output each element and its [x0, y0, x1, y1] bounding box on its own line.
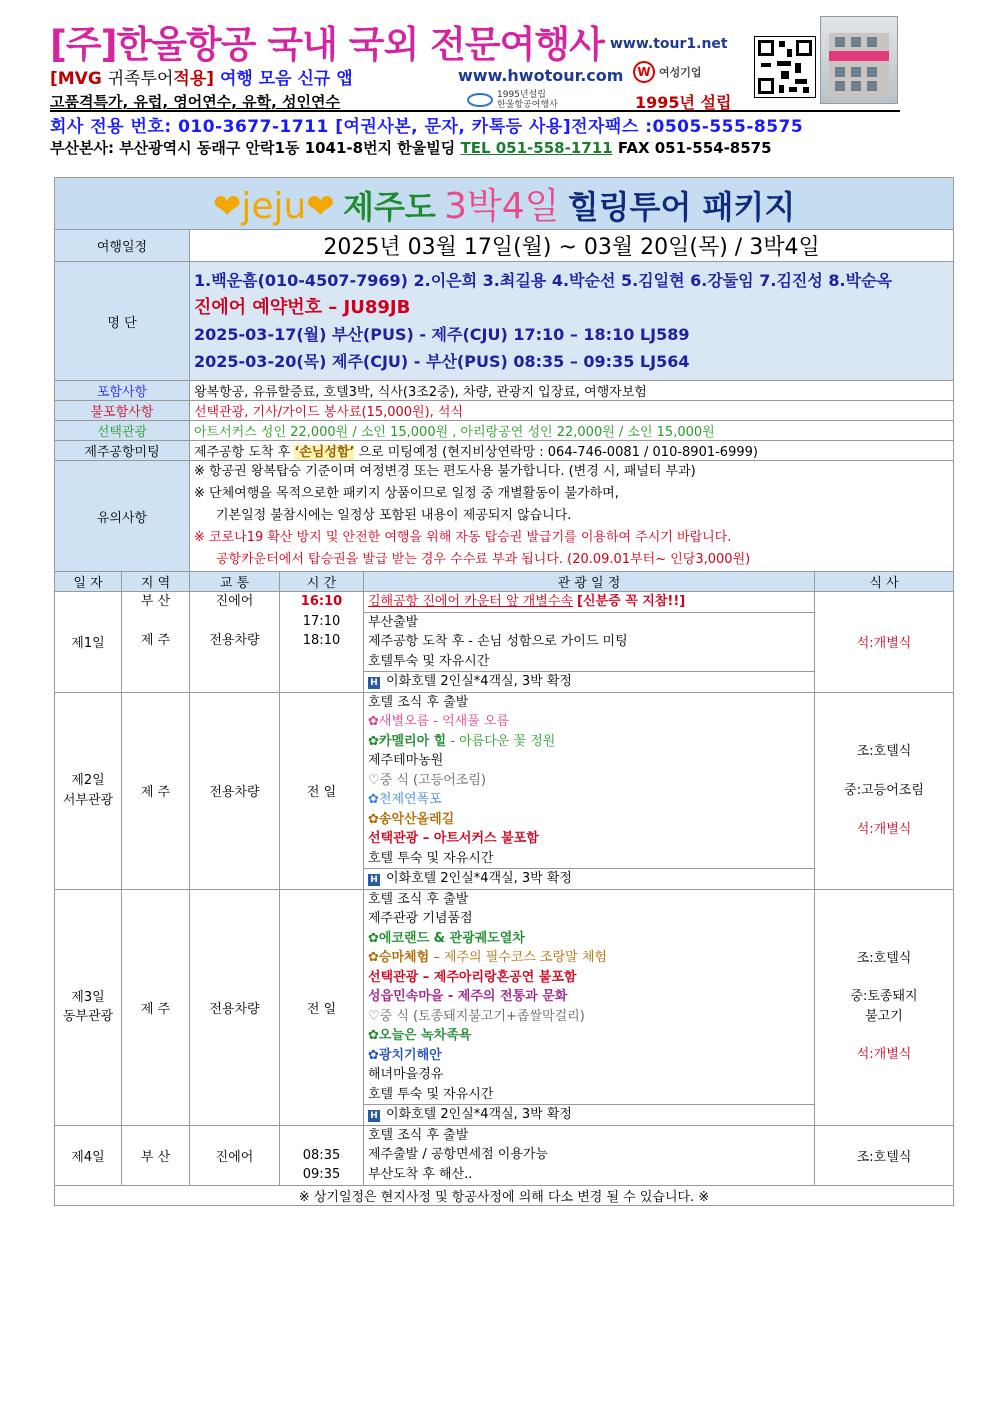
note-3: 기본일정 불참시에는 일정상 포함된 내용이 제공되지 않습니다. — [216, 508, 572, 523]
women-business-badge — [633, 60, 702, 84]
mvg-line — [50, 64, 353, 89]
day4-row — [55, 1125, 954, 1185]
company-logo — [467, 90, 558, 110]
day4-time-1: 08:35 — [302, 1147, 341, 1163]
day2-item-1: 호텔 조식 후 출발 — [368, 694, 469, 710]
day3-row — [55, 889, 954, 1125]
col-region: 지 역 — [122, 572, 190, 592]
mvg-mid: 귀족투어 — [107, 69, 174, 89]
day4-item-3: 부산도착 후 해산.. — [368, 1166, 473, 1182]
hotel-icon: H — [368, 1110, 380, 1122]
travel-dates: 2025년 03월 17일(월) ~ 03월 20일(목) / 3박4일 — [190, 230, 954, 262]
col-transport: 교 통 — [190, 572, 280, 592]
col-time: 시 간 — [280, 572, 364, 592]
day2-meal-3: 석:개별식 — [856, 822, 912, 837]
day1-item-3: 제주공항 도착 후 - 손님 성함으로 가이드 미팅 — [368, 634, 628, 649]
day3-hotel-text: 이화호텔 2인실*4객실, 3박 확정 — [386, 1107, 572, 1122]
day3-transport: 전용차량 — [190, 889, 280, 1125]
day3-item-4b: – 제주의 필수코스 조랑말 체험 — [429, 950, 607, 965]
col-meal: 식 사 — [815, 572, 954, 592]
hotel-icon: H — [368, 874, 380, 886]
website-link-tour1[interactable]: www.tour1.net — [610, 36, 728, 52]
day1-label: 제1일 — [55, 592, 122, 693]
day2-item-9: 호텔 투숙 및 자유시간 — [364, 849, 814, 870]
company-logo-icon — [467, 93, 493, 107]
col-day: 일 자 — [55, 572, 122, 592]
mvg-suffix: 적용] — [173, 69, 215, 89]
day1-hotel — [368, 672, 810, 692]
day4-item-2: 제주출발 / 공항면세점 이용가능 — [368, 1147, 549, 1162]
day1-item-2: 부산출발 — [368, 614, 419, 630]
day1-region-1: 부 산 — [140, 594, 171, 609]
day3-time: 전 일 — [280, 889, 364, 1125]
day2-hotel — [368, 869, 810, 889]
title-duration: 3박4일 — [444, 186, 560, 227]
note-2: ※ 단체여행을 목적으로한 패키지 상품이므로 일정 중 개별활동이 불가하며, — [194, 486, 619, 501]
day2-item-6: ✿천제연폭포 — [368, 792, 442, 807]
day2-day: 제2일 — [71, 773, 105, 788]
day1-item-1-text: 김해공항 진에어 카운터 앞 개별수속 — [368, 594, 573, 609]
day4-itinerary — [364, 1125, 815, 1185]
day2-transport: 전용차량 — [190, 692, 280, 889]
day2-item-8: 선택관광 – 아트서커스 불포함 — [368, 831, 539, 846]
day1-item-1-note: [신분증 꼭 지참!!] — [577, 594, 686, 609]
website-link-hwotour[interactable]: www.hwotour.com — [458, 66, 624, 85]
day4-meal: 조:호텔식 — [815, 1125, 954, 1185]
day1-time-2: 17:10 — [302, 613, 341, 629]
day2-item-3a: ✿카멜리아 힐 — [368, 733, 447, 749]
day4-time-2: 09:35 — [302, 1167, 341, 1182]
day2-item-7: ✿송악산올레길 — [368, 811, 455, 827]
booking-number: 진에어 예약번호 – JU89JB — [194, 297, 411, 318]
company-header — [50, 10, 910, 160]
address-text: 부산본사: 부산광역시 동래구 안락1동 1041-8번지 한울빌딩 — [50, 139, 456, 157]
logo-line1: 1995년설립 — [497, 90, 546, 100]
day1-itinerary — [364, 592, 815, 693]
note-4: ※ 코로나19 확산 방지 및 안전한 여행을 위해 자동 탑승권 발급기를 이용하여 주시기 바랍니다. — [194, 530, 732, 545]
day4-time — [280, 1125, 364, 1185]
day3-meal-2b: 불고기 — [865, 1009, 903, 1024]
exclude-label: 불포함사항 — [55, 401, 190, 421]
passenger-names: 1.백운흠(010-4507-7969) 2.이은희 3.최길용 4.박순선 5.김일현 6.강둘임 7.김진성 8.박순옥 — [194, 271, 892, 290]
day2-region: 제 주 — [122, 692, 190, 889]
day3-day: 제3일 — [71, 989, 105, 1005]
day2-item-5: ♡중 식 (고등어조림) — [368, 772, 486, 788]
company-phone-line: 회사 전용 번호: 010-3677-1711 [여권사본, 문자, 카톡등 사용]전자팩스 :0505-555-8575 — [50, 117, 804, 137]
day3-item-9: ✿광치기해안 — [368, 1047, 442, 1063]
office-fax: FAX 051-554-8575 — [617, 139, 772, 157]
day2-meal — [815, 692, 954, 889]
heart-right-icon: ❤ — [306, 187, 335, 227]
day3-item-5: 선택관광 – 제주아리랑혼공연 불포함 — [368, 969, 577, 985]
names-label: 명 단 — [55, 262, 190, 381]
day2-itinerary — [364, 692, 815, 889]
passenger-list — [190, 262, 954, 381]
day1-item-4: 호텔투숙 및 자유시간 — [364, 652, 814, 673]
day3-item-11: 호텔 투숙 및 자유시간 — [364, 1085, 814, 1106]
meeting-value — [190, 441, 954, 461]
flight-outbound: 2025-03-17(월) 부산(PUS) - 제주(CJU) 17:10 – 18:10 LJ589 — [194, 325, 690, 344]
day3-item-4 — [368, 948, 810, 968]
flight-return: 2025-03-20(목) 제주(CJU) - 부산(PUS) 08:35 – 09:35 LJ564 — [194, 352, 690, 371]
day3-item-8: ✿오늘은 녹차족욕 — [368, 1028, 472, 1043]
schedule-header — [55, 572, 954, 592]
day4-region: 부 산 — [122, 1125, 190, 1185]
brand-label: 여성기업 — [659, 66, 702, 79]
hotel-icon: H — [368, 677, 380, 689]
day2-meal-2: 중:고등어조림 — [844, 783, 924, 798]
day3-item-3: ✿에코랜드 & 관광궤도열차 — [368, 930, 525, 946]
day3-item-2: 제주관광 기념품점 — [368, 911, 473, 926]
day3-meal — [815, 889, 954, 1125]
day1-hotel-text: 이화호텔 2인실*4객실, 3박 확정 — [386, 674, 572, 689]
title-jejudo: 제주도 — [343, 188, 436, 226]
day1-time-1: 16:10 — [300, 594, 343, 609]
founded-text: 1995년 설립 — [635, 93, 732, 112]
note-5: 공항카운터에서 탑승권을 발급 받는 경우 수수료 부과 됩니다. (20.09.01부터~ 인당3,000원) — [216, 552, 751, 567]
day2-sub: 서부관광 — [62, 792, 114, 808]
day3-meal-1: 조:호텔식 — [856, 951, 912, 966]
day3-itinerary — [364, 889, 815, 1125]
title-jeju: jeju — [241, 186, 307, 227]
company-title: [주]한울항공 국내 국외 전문여행사 — [50, 23, 604, 66]
qr-code-icon[interactable] — [754, 36, 816, 98]
col-itinerary: 관 광 일 정 — [364, 572, 815, 592]
meeting-pre: 제주공항 도착 후 — [194, 445, 295, 460]
day2-row — [55, 692, 954, 889]
day3-item-6: 성읍민속마을 - 제주의 전통과 문화 — [368, 989, 568, 1004]
day1-row — [55, 592, 954, 693]
include-label: 포함사항 — [55, 381, 190, 401]
day3-meal-3: 석:개별식 — [856, 1047, 912, 1062]
day3-hotel — [368, 1105, 810, 1125]
day1-trans-2: 전용차량 — [209, 632, 260, 648]
day2-item-3b: - 아름다운 꽃 정원 — [446, 733, 556, 749]
note-1: ※ 항공권 왕복탑승 기준이며 여정변경 또는 편도사용 불가합니다. (변경 시, 패널티 부과) — [194, 464, 696, 479]
logo-line2: 한울항공여행사 — [497, 100, 558, 110]
app-text: 여행 모음 신규 앱 — [219, 69, 353, 89]
day1-item-1 — [364, 592, 814, 613]
meeting-label: 제주공항미팅 — [55, 441, 190, 461]
office-tel-link[interactable]: TEL 051-558-1711 — [460, 139, 613, 157]
day1-trans-1: 진에어 — [215, 594, 254, 609]
day1-region-2: 제 주 — [140, 632, 171, 648]
office-building-photo — [820, 16, 898, 104]
day3-region: 제 주 — [122, 889, 190, 1125]
day1-region — [122, 592, 190, 693]
day4-label: 제4일 — [55, 1125, 122, 1185]
day3-meal-2a: 중:토종돼지 — [850, 989, 918, 1004]
notes — [190, 461, 954, 572]
day3-item-4a: ✿승마체험 — [368, 950, 430, 965]
day1-transport — [190, 592, 280, 693]
include-value: 왕복항공, 유류할증료, 호텔3박, 식사(3조2중), 차량, 관광지 입장료, 여행자보험 — [190, 381, 954, 401]
day2-item-4: 제주테마농원 — [368, 753, 444, 768]
day4-transport: 진에어 — [190, 1125, 280, 1185]
day1-time-3: 18:10 — [302, 633, 341, 648]
day1-time — [280, 592, 364, 693]
meeting-post: 으로 미팅예정 (현지비상연락망 : 064-746-0081 / 010-8901-6999) — [354, 445, 758, 460]
day3-item-1: 호텔 조식 후 출발 — [368, 891, 469, 907]
day3-sub: 동부관광 — [62, 1009, 114, 1024]
heart-left-icon: ❤ — [212, 187, 242, 227]
day2-item-2: ✿새별오름 - 억새풀 오름 — [368, 714, 510, 729]
meeting-sign: ‘손님성함’ — [294, 445, 355, 460]
day2-item-3 — [368, 732, 810, 752]
day2-hotel-text: 이화호텔 2인실*4객실, 3박 확정 — [386, 871, 572, 886]
head-office-address — [50, 137, 772, 158]
exclude-value: 선택관광, 기사/가이드 봉사료(15,000원), 석식 — [190, 401, 954, 421]
option-label: 선택관광 — [55, 421, 190, 441]
day2-meal-1: 조:호텔식 — [856, 744, 912, 759]
option-value: 아트서커스 성인 22,000원 / 소인 15,000원 , 아리랑공연 성인 22,000원 / 소인 15,000원 — [190, 421, 954, 441]
day2-time: 전 일 — [280, 692, 364, 889]
women-business-logo-icon: W — [633, 61, 655, 83]
day3-item-10: 해녀마을경유 — [368, 1067, 444, 1082]
day3-label — [55, 889, 122, 1125]
services-text: 고품격특가, 유럽, 영어연수, 유학, 성인연수 — [50, 93, 341, 111]
mvg-prefix: [MVG — [50, 69, 102, 89]
date-label: 여행일정 — [55, 230, 190, 262]
day3-item-7: ♡중 식 (토종돼지불고기+좁쌀막걸리) — [368, 1008, 585, 1024]
schedule-footer-note: ※ 상기일정은 현지사정 및 항공사정에 의해 다소 변경 될 수 있습니다. ※ — [55, 1185, 954, 1205]
day2-label — [55, 692, 122, 889]
itinerary-table — [54, 177, 954, 1206]
day4-item-1: 호텔 조식 후 출발 — [368, 1127, 469, 1143]
day1-meal: 석:개별식 — [815, 592, 954, 693]
tour-title — [55, 178, 954, 230]
notes-label: 유의사항 — [55, 461, 190, 572]
title-package: 힐링투어 패키지 — [567, 188, 796, 226]
